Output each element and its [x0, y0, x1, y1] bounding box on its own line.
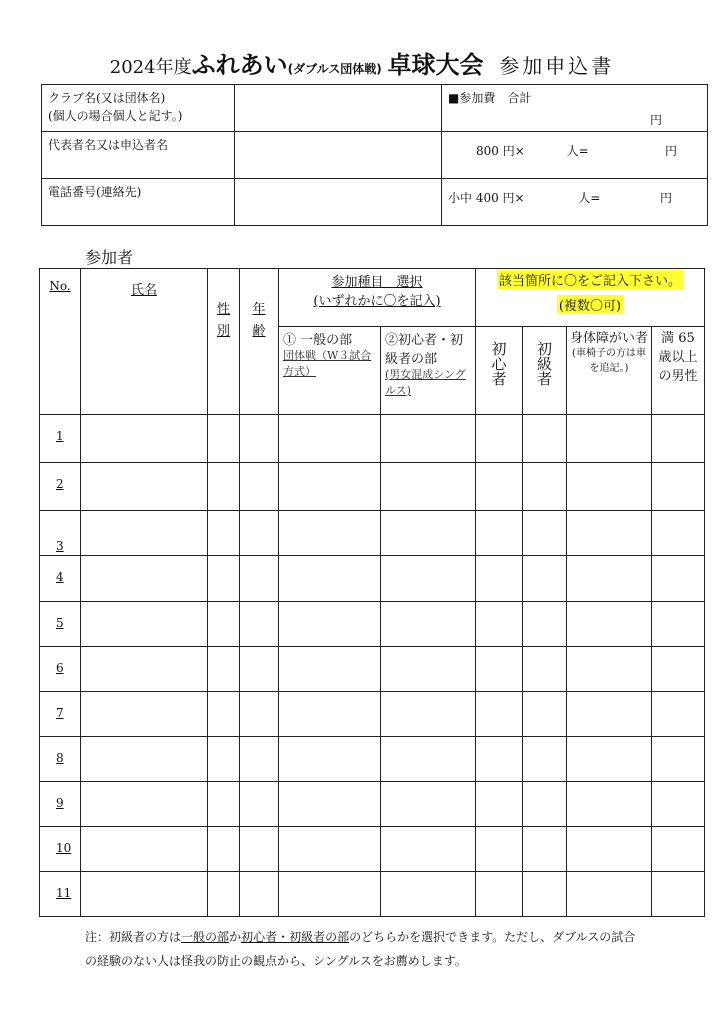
senior-header: [652, 327, 705, 415]
senior-cell[interactable]: [652, 872, 705, 917]
row-number: [40, 602, 81, 647]
opt1-title: ① 一般の部: [283, 333, 353, 348]
sex-cell[interactable]: [208, 782, 240, 827]
sex-cell[interactable]: [208, 556, 240, 602]
col-sex: [208, 269, 240, 415]
novice-cell[interactable]: [523, 827, 567, 872]
row-number: [40, 511, 81, 556]
col-no-label: No.: [49, 279, 71, 293]
disabled-cell[interactable]: [567, 692, 652, 737]
disabled-header: [567, 327, 652, 415]
row-number-label: 1: [56, 429, 64, 443]
club-label-2: (個人の場合個人と記す。): [48, 109, 183, 123]
senior-label: 満 65 歳以上の男性: [658, 331, 698, 384]
fee-adult-cell[interactable]: [442, 132, 708, 179]
participants-table: [39, 268, 705, 917]
name-cell[interactable]: [81, 415, 208, 463]
multi-note: (複数〇可): [557, 295, 623, 314]
note-mid: か: [229, 930, 242, 944]
disabled-cell[interactable]: [567, 556, 652, 602]
people-1: 人=: [566, 144, 589, 158]
col-name: [81, 269, 208, 415]
sex-cell[interactable]: [208, 737, 240, 782]
footer-note: [85, 925, 645, 973]
row-number-label: 2: [56, 477, 64, 491]
senior-cell[interactable]: [652, 556, 705, 602]
senior-cell[interactable]: [652, 511, 705, 556]
sex-cell[interactable]: [208, 463, 240, 511]
col-name-label: 氏名: [130, 283, 157, 298]
club-label-cell: [42, 85, 235, 132]
age-cell[interactable]: [240, 737, 279, 782]
row-number: [40, 647, 81, 692]
opt2-header: [381, 327, 476, 415]
beginner-cell[interactable]: [476, 692, 523, 737]
opt1-cell[interactable]: [279, 415, 381, 463]
novice-cell[interactable]: [523, 511, 567, 556]
row-number-label: 11: [56, 886, 72, 900]
senior-cell[interactable]: [652, 737, 705, 782]
senior-cell[interactable]: [652, 602, 705, 647]
novice-cell[interactable]: [523, 872, 567, 917]
disabled-cell[interactable]: [567, 511, 652, 556]
check-header: [476, 269, 705, 327]
table-row: [40, 692, 705, 737]
sex-cell[interactable]: [208, 827, 240, 872]
opt1-cell[interactable]: [279, 737, 381, 782]
disabled-note: (車椅子の方は車を追記。): [572, 348, 646, 374]
opt2-cell[interactable]: [381, 692, 476, 737]
name-cell[interactable]: [81, 463, 208, 511]
section-title: 参加者: [85, 248, 134, 267]
opt1-cell[interactable]: [279, 556, 381, 602]
title-sub: (ダブルス団体戦): [287, 62, 382, 76]
name-cell[interactable]: [81, 511, 208, 556]
row-number-label: 8: [56, 751, 64, 765]
disabled-label: 身体障がい者: [570, 331, 649, 346]
note-opt2: 初心者・初級者の部: [241, 930, 350, 944]
row-number-label: 3: [56, 539, 64, 553]
opt2-cell[interactable]: [381, 463, 476, 511]
row-number: [40, 872, 81, 917]
opt1-cell[interactable]: [279, 647, 381, 692]
row-number: [40, 782, 81, 827]
age-cell[interactable]: [240, 782, 279, 827]
table-row: [40, 737, 705, 782]
opt2-cell[interactable]: [381, 602, 476, 647]
opt2-cell[interactable]: [381, 872, 476, 917]
opt2-cell[interactable]: [381, 737, 476, 782]
name-cell[interactable]: [81, 872, 208, 917]
novice-cell[interactable]: [523, 602, 567, 647]
senior-cell[interactable]: [652, 782, 705, 827]
disabled-cell[interactable]: [567, 463, 652, 511]
beginner-cell[interactable]: [476, 415, 523, 463]
senior-cell[interactable]: [652, 415, 705, 463]
disabled-cell[interactable]: [567, 737, 652, 782]
age-cell[interactable]: [240, 415, 279, 463]
note-text2: のどちらかを選択できます。ただし、ダブルスの試合の経験のない人は怪我の防止の観点から、シングルスをお薦めします。: [85, 930, 636, 968]
opt2-cell[interactable]: [381, 415, 476, 463]
note-text1: 初級者の方は: [109, 930, 182, 944]
table-row: [40, 872, 705, 917]
row-number: [40, 737, 81, 782]
row-number-label: 10: [56, 841, 72, 855]
table-row: [40, 647, 705, 692]
beginner-cell[interactable]: [476, 511, 523, 556]
novice-header: [523, 327, 567, 415]
col-age: [240, 269, 279, 415]
name-cell[interactable]: [81, 692, 208, 737]
yen-2: 円: [659, 191, 672, 205]
fee-adult: 800 円×: [476, 144, 525, 158]
row-number-label: 5: [56, 616, 64, 630]
table-row: [40, 782, 705, 827]
opt2-cell[interactable]: [381, 827, 476, 872]
sex-cell[interactable]: [208, 602, 240, 647]
novice-cell[interactable]: [523, 556, 567, 602]
note-opt1: 一般の部: [181, 930, 230, 944]
opt1-cell[interactable]: [279, 827, 381, 872]
sex-cell[interactable]: [208, 511, 240, 556]
row-number: [40, 827, 81, 872]
opt1-cell[interactable]: [279, 782, 381, 827]
beginner-cell[interactable]: [476, 872, 523, 917]
opt1-cell[interactable]: [279, 602, 381, 647]
fee-label: ■参加費 合計: [448, 91, 532, 105]
disabled-cell[interactable]: [567, 647, 652, 692]
highlight-note: 該当箇所に〇をご記入下さい。: [497, 270, 683, 289]
opt1-cell[interactable]: [279, 692, 381, 737]
age-cell[interactable]: [240, 463, 279, 511]
fee-child: 小中 400 円×: [448, 191, 525, 205]
note-prefix: 注：: [85, 930, 110, 944]
name-cell[interactable]: [81, 602, 208, 647]
opt1-cell[interactable]: [279, 511, 381, 556]
rep-field[interactable]: [235, 132, 442, 179]
info-table: [41, 84, 708, 226]
row-number: [40, 556, 81, 602]
sex-cell[interactable]: [208, 872, 240, 917]
novice-cell[interactable]: [523, 737, 567, 782]
novice-cell[interactable]: [523, 647, 567, 692]
table-row: [40, 827, 705, 872]
opt2-cell[interactable]: [381, 511, 476, 556]
disabled-cell[interactable]: [567, 872, 652, 917]
title-name: ふれあい: [191, 51, 288, 79]
name-cell[interactable]: [81, 556, 208, 602]
opt1-sub: 団体戦（W３試合方式）: [283, 349, 372, 378]
title-form: 参加申込書: [499, 54, 615, 78]
row-number-label: 9: [56, 796, 64, 810]
opt2-cell[interactable]: [381, 556, 476, 602]
phone-label: 電話番号(連絡先): [42, 179, 235, 226]
col-no: [40, 269, 81, 415]
opt2-sub: (男女混成シングルス): [385, 368, 466, 397]
disabled-cell[interactable]: [567, 602, 652, 647]
novice-cell[interactable]: [523, 415, 567, 463]
age-cell[interactable]: [240, 872, 279, 917]
row-number-label: 4: [56, 570, 64, 584]
beginner-cell[interactable]: [476, 737, 523, 782]
row-number: [40, 692, 81, 737]
row-number-label: 6: [56, 661, 64, 675]
beginner-cell[interactable]: [476, 827, 523, 872]
disabled-cell[interactable]: [567, 415, 652, 463]
age-cell[interactable]: [240, 602, 279, 647]
page-title: [0, 50, 724, 84]
table-row: [40, 556, 705, 602]
category-header: [279, 269, 476, 327]
disabled-cell[interactable]: [567, 782, 652, 827]
sex-cell[interactable]: [208, 692, 240, 737]
col-age-label: 年齢: [252, 302, 266, 339]
sex-cell[interactable]: [208, 647, 240, 692]
senior-cell[interactable]: [652, 692, 705, 737]
name-cell[interactable]: [81, 647, 208, 692]
title-event: 卓球大会: [387, 51, 484, 79]
rep-label: 代表者名又は申込者名: [42, 132, 235, 179]
row-number: [40, 415, 81, 463]
table-row: [40, 463, 705, 511]
category-title: 参加種目 選択: [331, 275, 423, 290]
name-cell[interactable]: [81, 782, 208, 827]
phone-field[interactable]: [235, 179, 442, 226]
beginner-cell[interactable]: [476, 647, 523, 692]
club-field[interactable]: [235, 85, 442, 132]
beginner-cell[interactable]: [476, 556, 523, 602]
fee-total-cell[interactable]: [442, 85, 708, 132]
opt1-cell[interactable]: [279, 872, 381, 917]
table-row: [40, 602, 705, 647]
table-row: [40, 415, 705, 463]
age-cell[interactable]: [240, 556, 279, 602]
name-cell[interactable]: [81, 827, 208, 872]
sex-cell[interactable]: [208, 415, 240, 463]
opt1-header: [279, 327, 381, 415]
table-row: [40, 511, 705, 556]
title-year: 2024年度: [109, 57, 192, 78]
opt1-cell[interactable]: [279, 463, 381, 511]
category-note: (いずれかに〇を記入): [313, 294, 441, 309]
age-cell[interactable]: [240, 692, 279, 737]
senior-cell[interactable]: [652, 827, 705, 872]
yen-1: 円: [664, 144, 677, 158]
name-cell[interactable]: [81, 737, 208, 782]
beginner-cell[interactable]: [476, 782, 523, 827]
senior-cell[interactable]: [652, 463, 705, 511]
novice-label: 初級者: [535, 341, 553, 386]
novice-cell[interactable]: [523, 692, 567, 737]
opt2-title: ②初心者・初級者の部: [385, 333, 464, 367]
age-cell[interactable]: [240, 827, 279, 872]
age-cell[interactable]: [240, 511, 279, 556]
fee-child-cell[interactable]: [442, 179, 708, 226]
row-number: [40, 463, 81, 511]
novice-cell[interactable]: [523, 782, 567, 827]
col-sex-label: 性別: [216, 302, 230, 339]
senior-cell[interactable]: [652, 647, 705, 692]
opt2-cell[interactable]: [381, 647, 476, 692]
people-2: 人=: [578, 191, 601, 205]
age-cell[interactable]: [240, 647, 279, 692]
beginner-cell[interactable]: [476, 463, 523, 511]
fee-unit: 円: [649, 113, 662, 127]
club-label-1: クラブ名(又は団体名): [48, 91, 166, 105]
row-number-label: 7: [56, 706, 64, 720]
beginner-header: [476, 327, 523, 415]
novice-cell[interactable]: [523, 463, 567, 511]
disabled-cell[interactable]: [567, 827, 652, 872]
opt2-cell[interactable]: [381, 782, 476, 827]
beginner-label: 初心者: [489, 341, 508, 386]
beginner-cell[interactable]: [476, 602, 523, 647]
